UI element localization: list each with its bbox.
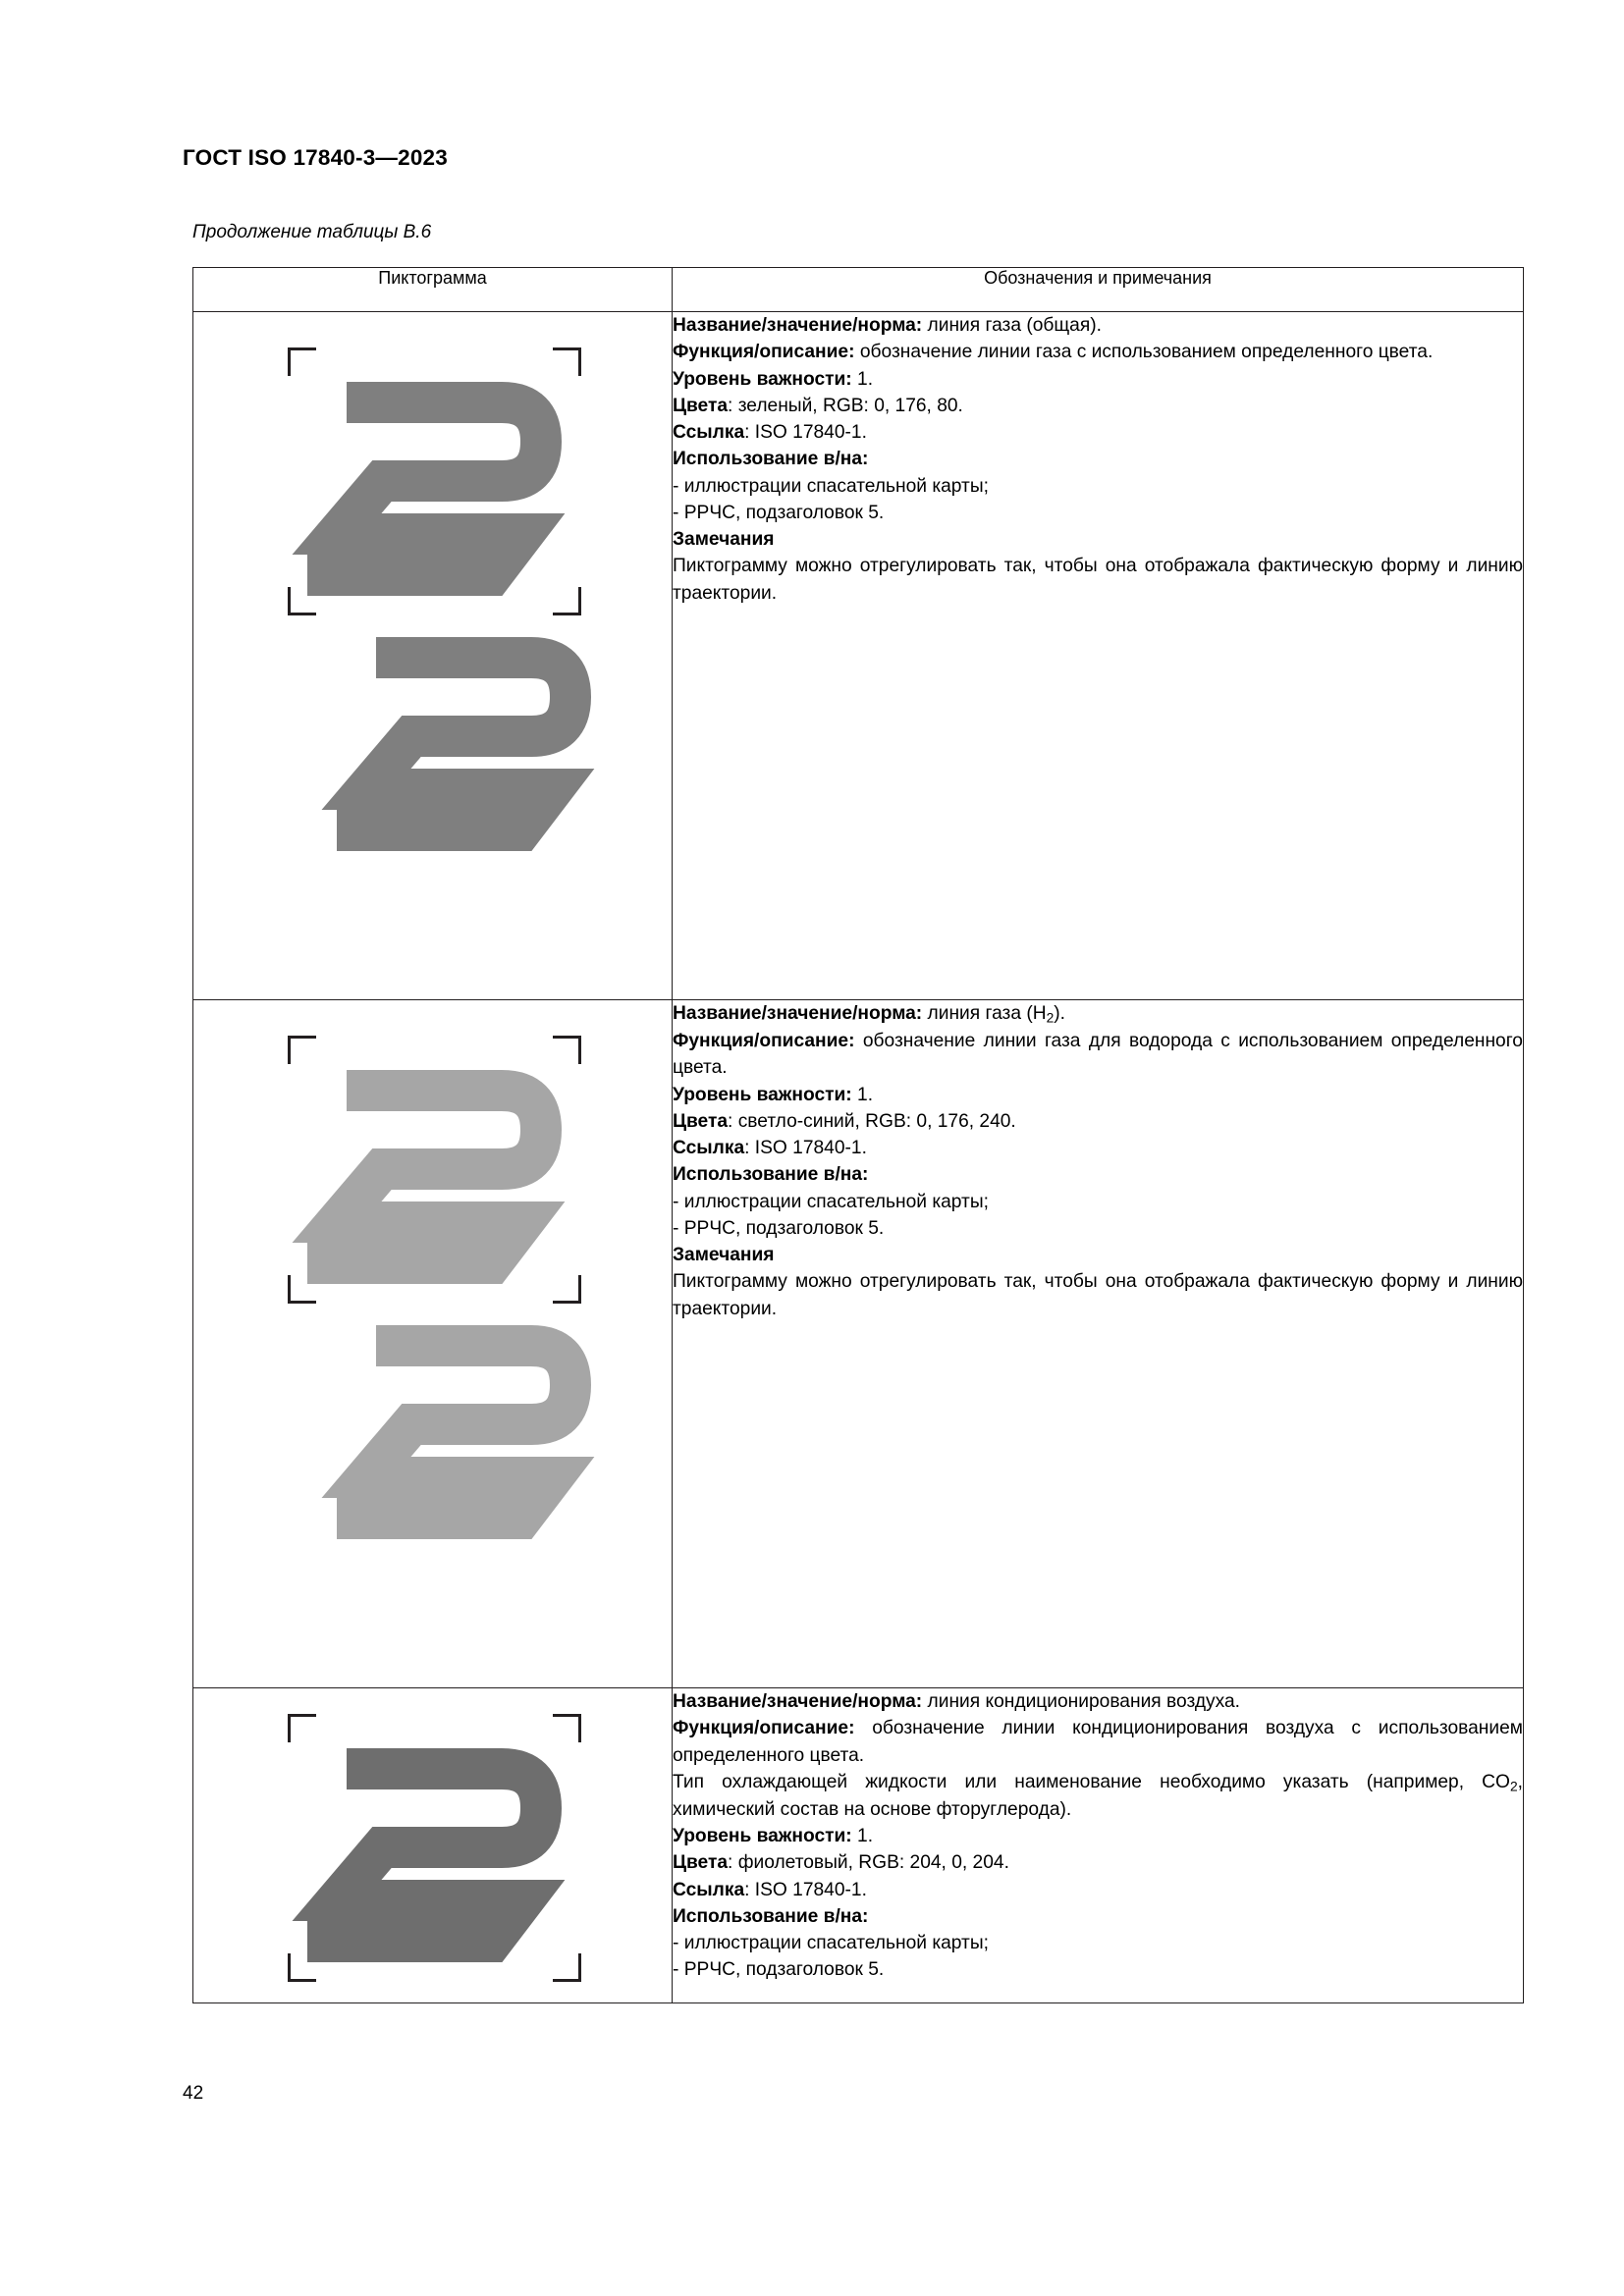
- usage-item: - иллюстрации спасательной карты;: [673, 475, 989, 497]
- usage-label: Использование в/на:: [673, 449, 869, 470]
- page-number: 42: [183, 2083, 204, 2104]
- pictogram-cell-gas-line-general: [193, 312, 673, 1000]
- function-label: Функция/описание:: [673, 342, 855, 363]
- description-cell-air-conditioning: [673, 1688, 1524, 2003]
- importance-line: [673, 1082, 1523, 1108]
- reference-value: : ISO 17840-1.: [744, 1138, 867, 1159]
- document-header: ГОСТ ISO 17840-3—2023: [183, 145, 448, 170]
- table-row: [193, 1688, 1524, 2003]
- importance-label: Уровень важности:: [673, 1084, 852, 1105]
- usage-item: - РРЧС, подзаголовок 5.: [673, 1217, 885, 1239]
- pictogram-cell-air-conditioning: [193, 1688, 673, 2003]
- function-value: обозначение линии газа с использованием определенного цвета.: [859, 342, 1434, 363]
- gas-line-hydrogen-pictogram: [278, 1030, 612, 1314]
- usage-label-line: [673, 1161, 1523, 1188]
- function-value: обозначение линии кондиционирования воздуха с использованием определенного цвета.: [673, 1718, 1523, 1766]
- name-line: [673, 312, 1523, 339]
- table-header-row: [193, 268, 1524, 312]
- description-cell-gas-line-general: [673, 312, 1524, 1000]
- notes-value: Пиктограмму можно отрегулировать так, чтобы она отображала фактическую форму и линию траектории.: [673, 1271, 1523, 1319]
- usage-item: - иллюстрации спасательной карты;: [673, 1191, 989, 1212]
- colors-line: [673, 393, 1523, 419]
- reference-label: Ссылка: [673, 422, 745, 444]
- name-line: [673, 1000, 1523, 1028]
- colors-value: : светло-синий, RGB: 0, 176, 240.: [728, 1110, 1016, 1132]
- colors-value: : фиолетовый, RGB: 204, 0, 204.: [728, 1852, 1009, 1874]
- function-line: [673, 339, 1523, 365]
- coolant-pre: Тип охлаждающей жидкости или наименование необходимо указать (например, CO: [673, 1771, 1510, 1792]
- name-line: [673, 1688, 1523, 1715]
- usage-item: - иллюстрации спасательной карты;: [673, 1933, 989, 1954]
- colors-label: Цвета: [673, 1110, 729, 1132]
- gas-line-hydrogen-pictogram-large: [307, 1285, 641, 1609]
- name-value: линия кондиционирования воздуха.: [927, 1691, 1240, 1712]
- function-label: Функция/описание:: [673, 1031, 855, 1052]
- table-caption: Продолжение таблицы В.6: [192, 222, 432, 242]
- importance-value: 1.: [857, 1084, 874, 1105]
- importance-line: [673, 366, 1523, 393]
- gas-line-general-pictogram-large: [307, 597, 641, 921]
- notes-label: Замечания: [673, 1245, 775, 1266]
- usage-item: - РРЧС, подзаголовок 5.: [673, 502, 885, 523]
- table-row: [193, 312, 1524, 1000]
- notes-value: Пиктограмму можно отрегулировать так, чтобы она отображала фактическую форму и линию траектории.: [673, 556, 1523, 604]
- air-conditioning-line-pictogram: [278, 1708, 612, 1993]
- column-header-pictogram: Пиктограмма: [193, 268, 673, 312]
- notes-label-line: [673, 526, 1523, 553]
- pictogram-table: [192, 267, 1524, 2003]
- reference-line: [673, 1877, 1523, 1903]
- name-value-pre: линия газа (H: [927, 1003, 1047, 1024]
- name-label: Название/значение/норма:: [673, 1003, 923, 1024]
- usage-item: - РРЧС, подзаголовок 5.: [673, 1959, 885, 1981]
- column-header-description: Обозначения и примечания: [673, 268, 1524, 312]
- colors-line: [673, 1849, 1523, 1876]
- importance-value: 1.: [857, 368, 874, 390]
- name-value: линия газа (общая).: [927, 315, 1102, 336]
- name-label: Название/значение/норма:: [673, 315, 923, 336]
- function-line: [673, 1715, 1523, 1769]
- reference-line: [673, 419, 1523, 446]
- reference-label: Ссылка: [673, 1138, 745, 1159]
- notes-label-line: [673, 1242, 1523, 1268]
- coolant-line: [673, 1769, 1523, 1823]
- usage-label: Использование в/на:: [673, 1905, 869, 1927]
- usage-label: Использование в/на:: [673, 1164, 869, 1186]
- reference-value: : ISO 17840-1.: [744, 422, 867, 444]
- colors-label: Цвета: [673, 395, 729, 416]
- description-cell-gas-line-hydrogen: [673, 1000, 1524, 1688]
- coolant-sub: 2: [1509, 1778, 1518, 1794]
- colors-value: : зеленый, RGB: 0, 176, 80.: [728, 395, 963, 416]
- usage-label-line: [673, 446, 1523, 472]
- colors-line: [673, 1108, 1523, 1135]
- name-label: Название/значение/норма:: [673, 1691, 923, 1712]
- function-label: Функция/описание:: [673, 1718, 855, 1739]
- notes-label: Замечания: [673, 529, 775, 551]
- importance-label: Уровень важности:: [673, 368, 852, 390]
- usage-label-line: [673, 1903, 1523, 1930]
- reference-label: Ссылка: [673, 1879, 745, 1900]
- function-value: обозначение линии газа для водорода с использованием определенного цвета.: [673, 1031, 1523, 1079]
- gas-line-general-pictogram: [278, 342, 612, 626]
- importance-value: 1.: [857, 1826, 874, 1847]
- name-value-sub: 2: [1046, 1009, 1055, 1026]
- pictogram-cell-gas-line-hydrogen: [193, 1000, 673, 1688]
- function-line: [673, 1028, 1523, 1082]
- coolant-post: , химический состав на основе фторуглерода).: [673, 1771, 1523, 1820]
- reference-value: : ISO 17840-1.: [744, 1879, 867, 1900]
- importance-line: [673, 1823, 1523, 1849]
- reference-line: [673, 1135, 1523, 1161]
- table-row: [193, 1000, 1524, 1688]
- importance-label: Уровень важности:: [673, 1826, 852, 1847]
- colors-label: Цвета: [673, 1852, 729, 1874]
- name-value-post: ).: [1054, 1003, 1065, 1024]
